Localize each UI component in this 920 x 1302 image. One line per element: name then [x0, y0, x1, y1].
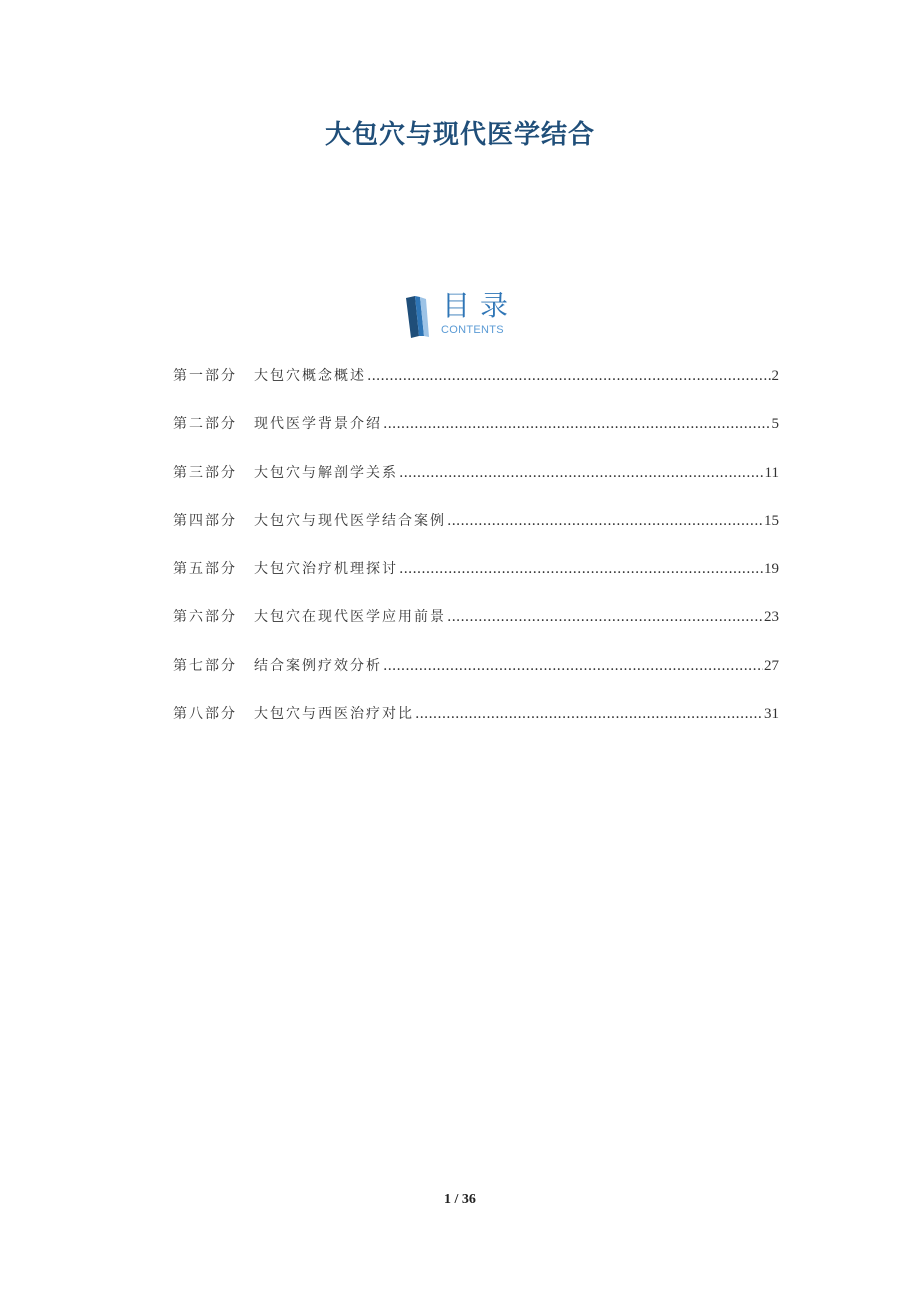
toc-entry-title: 大包穴治疗机理探讨 [254, 561, 398, 578]
toc-entry-part: 第二部分 [173, 416, 237, 433]
toc-entry-leader [383, 412, 771, 436]
toc-entry-leader [367, 364, 771, 388]
toc-entry-title: 现代医学背景介绍 [254, 416, 382, 433]
toc-entry-title: 大包穴与西医治疗对比 [254, 706, 414, 723]
toc-entry-title: 结合案例疗效分析 [254, 657, 382, 674]
document-title: 大包穴与现代医学结合 [324, 120, 595, 150]
toc-entry[interactable] [173, 509, 779, 557]
toc-entry-page: 27 [764, 657, 779, 674]
toc-entry-leader [399, 557, 763, 581]
toc-entry-part: 第五部分 [173, 561, 237, 578]
toc-entry-page: 31 [764, 706, 779, 723]
toc-entry-title: 大包穴与解剖学关系 [254, 464, 398, 481]
toc-entry[interactable] [173, 654, 779, 702]
toc-header [406, 289, 526, 340]
toc-entry-leader [447, 509, 763, 533]
toc-entry-part: 第三部分 [173, 464, 237, 481]
toc-entry[interactable] [173, 364, 779, 412]
toc-list [173, 364, 779, 750]
toc-entry[interactable] [173, 461, 779, 509]
toc-entry-page: 19 [764, 561, 779, 578]
toc-entry-title: 大包穴在现代医学应用前景 [254, 609, 446, 626]
toc-entry[interactable] [173, 702, 779, 750]
toc-entry-page: 2 [771, 368, 779, 384]
toc-entry-page: 23 [764, 609, 779, 626]
page-number: 1 / 36 [444, 1192, 476, 1207]
toc-entry-part: 第七部分 [173, 657, 237, 674]
toc-entry-leader [447, 605, 763, 629]
toc-subheading: CONTENTS [441, 324, 504, 336]
book-bookmark-icon [406, 296, 430, 338]
toc-heading: 目录 [442, 289, 519, 322]
toc-entry-page: 15 [764, 512, 779, 529]
toc-entry-title: 大包穴概念概述 [254, 368, 366, 384]
toc-entry[interactable] [173, 412, 779, 460]
toc-entry-page: 5 [771, 416, 779, 433]
toc-entry[interactable] [173, 557, 779, 605]
toc-entry-leader [415, 702, 763, 726]
toc-entry[interactable] [173, 605, 779, 653]
toc-entry-page: 11 [764, 464, 779, 481]
toc-entry-part: 第四部分 [173, 512, 237, 529]
toc-entry-part: 第一部分 [173, 368, 237, 384]
toc-entry-leader [383, 654, 763, 678]
toc-entry-title: 大包穴与现代医学结合案例 [254, 512, 446, 529]
toc-entry-leader [399, 461, 764, 485]
toc-entry-part: 第八部分 [173, 706, 237, 723]
toc-entry-part: 第六部分 [173, 609, 237, 626]
